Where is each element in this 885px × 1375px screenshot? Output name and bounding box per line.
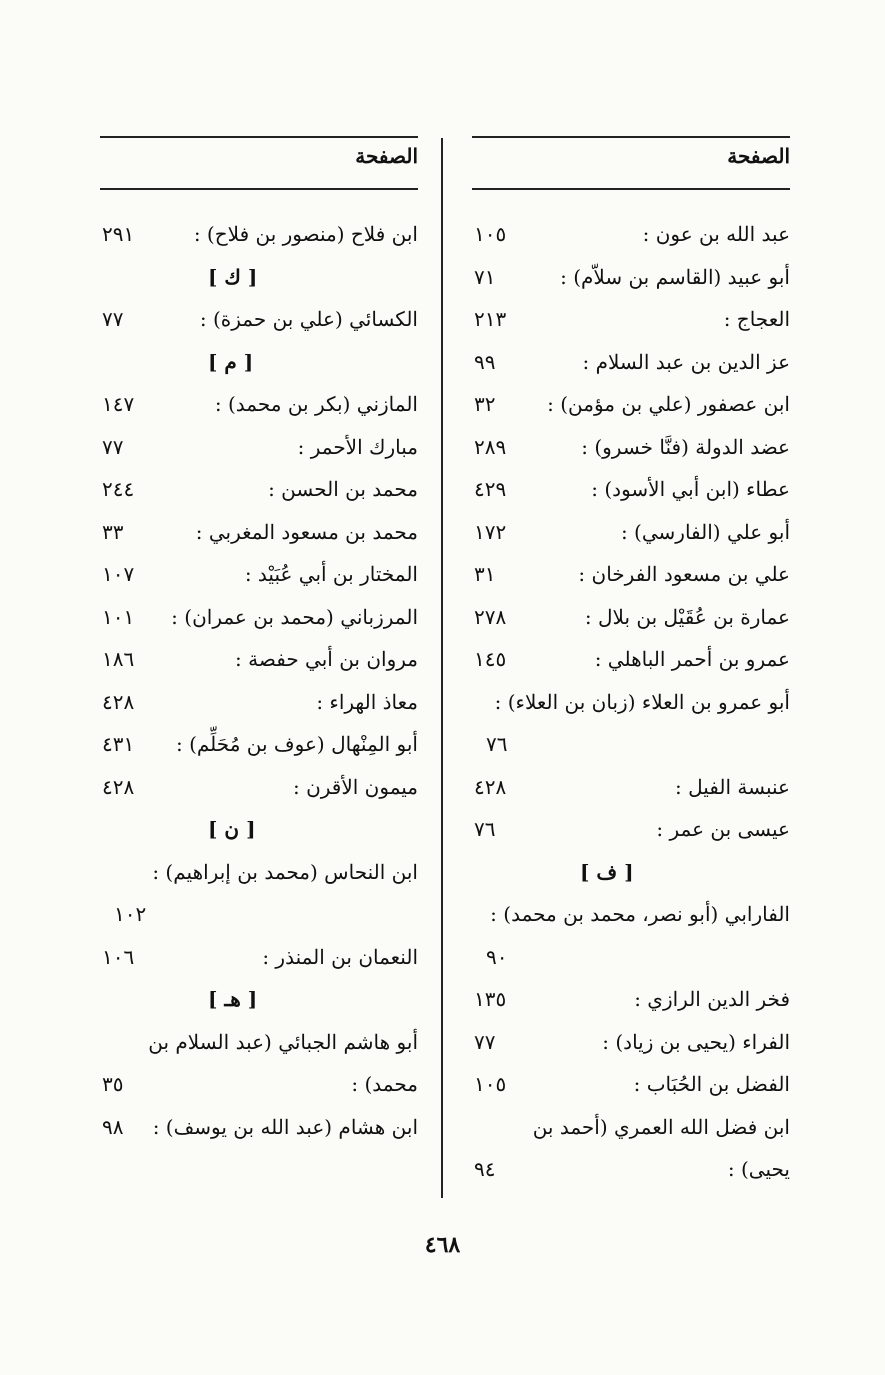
entry-page-number: ٧٧ [102,434,124,459]
index-entry [472,896,790,939]
index-entry [472,726,790,769]
index-entry [472,1109,790,1152]
index-entry [472,641,790,684]
entry-page-number: ١٤٧ [102,392,135,416]
index-entry [472,301,790,344]
index-entry [472,1066,790,1109]
entry-name: محمد بن مسعود المغربي : [195,519,418,544]
entry-page-number: ٧٦ [486,732,508,756]
index-entry [472,259,790,302]
entry-name: الفضل بن الحُبَاب : [633,1072,790,1096]
entry-name: ابن النحاس (محمد بن إبراهيم) : [152,859,418,884]
entry-name: المرزباني (محمد بن عمران) : [171,604,418,629]
entry-page-number: ٣١ [474,562,496,586]
entry-name: النعمان بن المنذر : [262,944,418,969]
letter-heading: [ ن ] [208,817,256,841]
index-entry [472,429,790,472]
index-entry [472,216,790,259]
entry-page-number: ٩٠ [486,944,508,969]
letter-heading: [ ف ] [580,859,634,884]
entry-name: مبارك الأحمر : [297,434,418,459]
entry-name: العجاج : [723,307,790,331]
entry-name: عبد الله بن عون : [642,222,790,246]
letter-heading: [ هـ ] [208,987,258,1011]
entry-page-number: ٤٣١ [102,732,135,756]
entry-name: معاذ الهراء : [316,689,418,714]
entry-name: أبو المِنْهال (عوف بن مُحَلِّم) : [175,732,418,756]
index-entry [100,259,418,302]
entry-name: عضد الدولة (فنَّا خسرو) : [581,434,790,459]
entry-name: أبو عبيد (القاسم بن سلاّم) : [560,264,790,289]
entry-name: ابن فلاح (منصور بن فلاح) : [193,222,418,246]
index-entry [100,344,418,387]
entry-name: ابن عصفور (علي بن مؤمن) : [547,392,790,416]
page-number: ٤٦٨ [424,1232,461,1258]
entry-page-number: ١٧٢ [474,519,507,544]
entry-page-number: ٤٢٨ [102,774,135,799]
entry-page-number: ٧٧ [474,1029,496,1054]
index-entry [100,471,418,514]
index-entry [100,811,418,854]
index-entry [472,769,790,812]
header-bottom-rule [472,188,790,190]
entry-name: أبو عمرو بن العلاء (زبان بن العلاء) : [494,689,790,714]
entry-name: الفارابي (أبو نصر، محمد بن محمد) : [490,902,790,926]
index-entry [472,981,790,1024]
index-entry [100,981,418,1024]
entry-page-number: ٩٨ [102,1114,124,1139]
index-entry [472,939,790,982]
index-entry [472,1151,790,1194]
index-entry [100,1024,418,1067]
entry-page-number: ٢٩١ [102,222,135,246]
index-entry [100,684,418,727]
index-entry [100,386,418,429]
index-entry [472,471,790,514]
entry-name: ميمون الأقرن : [292,774,418,799]
left-column-header [100,144,418,178]
letter-heading: [ م ] [208,349,254,374]
entry-page-number: ١٠١ [102,604,135,629]
entry-name: عمرو بن أحمر الباهلي : [594,647,790,671]
index-entry [100,641,418,684]
page-header-label: الصفحة [727,144,790,168]
left-index-column [100,144,418,1139]
entry-name: مروان بن أبي حفصة : [235,647,418,671]
entry-page-number: ٣٥ [102,1072,124,1096]
right-column-header [472,144,790,178]
entry-page-number: ١٤٥ [474,647,507,671]
entry-name: محمد بن الحسن : [268,477,418,501]
entry-page-number: ٣٢ [474,392,496,416]
entry-page-number: ١٠٢ [114,902,147,926]
header-top-rule [472,136,790,138]
entry-name: ابن هشام (عبد الله بن يوسف) : [152,1114,418,1139]
index-entry [472,811,790,854]
index-entry [100,216,418,259]
entry-name: عيسى بن عمر : [656,817,790,841]
entry-page-number: ٧١ [474,264,496,289]
index-entry [472,514,790,557]
index-entry [472,386,790,429]
entry-page-number: ٣٣ [102,519,124,544]
entry-page-number: ١٠٦ [102,944,135,969]
index-entry [472,344,790,387]
entry-page-number: ٢٧٨ [474,604,507,629]
entry-page-number: ٧٧ [102,307,124,331]
index-entry [100,514,418,557]
index-entry [100,896,418,939]
index-entry [100,599,418,642]
entry-page-number: ٢٨٩ [474,434,507,459]
entry-page-number: ٤٢٩ [474,477,507,501]
entry-page-number: ٤٢٨ [474,774,507,799]
entry-name: الكسائي (علي بن حمزة) : [199,307,418,331]
index-entry [472,854,790,897]
index-entry [100,939,418,982]
index-entry [100,1109,418,1152]
index-entry [100,429,418,472]
entry-page-number: ١٠٥ [474,222,507,246]
entry-page-number: ٩٤ [474,1157,496,1181]
entry-page-number: ١٣٥ [474,987,507,1011]
header-bottom-rule [100,188,418,190]
entry-name: عمارة بن عُقَيْل بن بلال : [584,604,790,629]
entry-page-number: ١٠٥ [474,1072,507,1096]
entry-name: عز الدين بن عبد السلام : [582,349,790,374]
index-entry [100,1066,418,1109]
entry-name: عطاء (ابن أبي الأسود) : [591,477,790,501]
entry-page-number: ٧٦ [474,817,496,841]
entry-page-number: ١٨٦ [102,647,135,671]
index-entry [100,726,418,769]
index-entry [472,599,790,642]
index-entry [100,769,418,812]
letter-heading: [ ك ] [208,264,258,289]
right-index-column [472,144,790,1181]
entry-name: فخر الدين الرازي : [634,987,790,1011]
index-entry [100,301,418,344]
left-entry-list [100,216,418,1151]
entry-name: المازني (بكر بن محمد) : [214,392,418,416]
entry-name: يحيى) : [727,1157,790,1181]
entry-name: أبو علي (الفارسي) : [620,519,790,544]
entry-name: الفراء (يحيى بن زياد) : [602,1029,790,1054]
index-entry [472,556,790,599]
index-entry [100,854,418,897]
page-header-label: الصفحة [355,144,418,168]
index-entry [100,556,418,599]
entry-page-number: ٢٤٤ [102,477,135,501]
entry-page-number: ١٠٧ [102,562,135,586]
header-top-rule [100,136,418,138]
column-divider [441,138,443,1198]
index-entry [472,1024,790,1067]
entry-name: محمد) : [351,1072,418,1096]
entry-name: عنبسة الفيل : [675,774,790,799]
entry-name: ابن فضل الله العمري (أحمد بن [532,1114,790,1139]
entry-page-number: ٤٢٨ [102,689,135,714]
entry-page-number: ٢١٣ [474,307,507,331]
right-entry-list [472,216,790,1194]
index-entry [472,684,790,727]
entry-name: أبو هاشم الجبائي (عبد السلام بن [148,1029,418,1054]
entry-name: المختار بن أبي عُبَيْد : [244,562,418,586]
entry-page-number: ٩٩ [474,349,496,374]
entry-name: علي بن مسعود الفرخان : [578,562,790,586]
